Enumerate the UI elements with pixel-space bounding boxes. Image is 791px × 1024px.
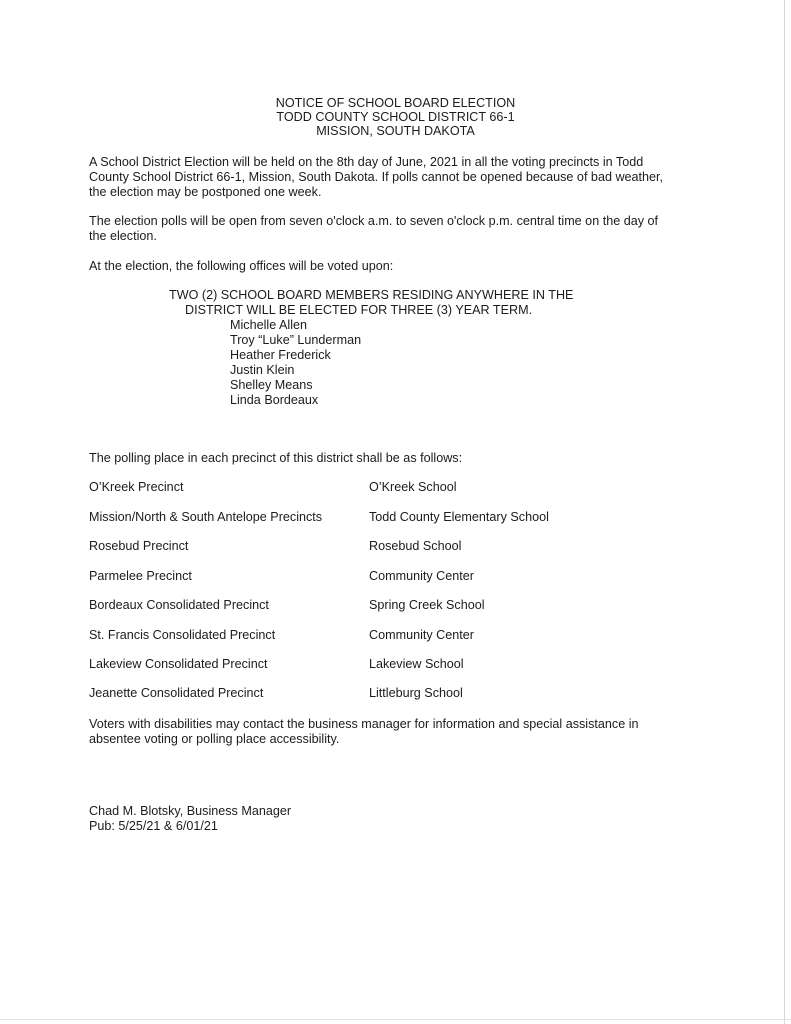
polling-intro-text: The polling place in each precinct of this district shall be as follows: [89,451,463,465]
title-line-3: MISSION, SOUTH DAKOTA [316,124,475,138]
polling-place: Rosebud School [369,539,462,553]
candidate-list [230,318,361,408]
candidate-name: Justin Klein [230,363,295,377]
polling-place: Lakeview School [369,657,464,671]
signer-name: Chad M. Blotsky, Business Manager [89,804,292,818]
intro-line-1: A School District Election will be held on the 8th day of June, 2021 in all the voting precincts in Todd [89,155,644,169]
disabilities-paragraph [89,717,699,747]
precinct-row [89,538,689,554]
precinct-name: Parmelee Precinct [89,569,192,583]
intro-paragraph [89,155,699,200]
intro-line-2: County School District 66-1, Mission, South Dakota. If polls cannot be opened because of bad weather, [89,170,664,184]
polling-place: Community Center [369,628,474,642]
intro-line-3: the election may be postponed one week. [89,185,322,199]
polling-intro [89,451,699,466]
polling-place: Spring Creek School [369,598,485,612]
offices-block [169,288,573,318]
precinct-name: Jeanette Consolidated Precinct [89,686,264,700]
candidate-name: Linda Bordeaux [230,393,319,407]
notice-title [0,96,791,138]
title-line-2: TODD COUNTY SCHOOL DISTRICT 66-1 [276,110,515,124]
candidate-name: Troy “Luke” Lunderman [230,333,362,347]
candidate-name: Michelle Allen [230,318,308,332]
candidate-name: Heather Frederick [230,348,331,362]
hours-line-2: the election. [89,229,157,243]
precinct-name: Bordeaux Consolidated Precinct [89,598,269,612]
precinct-name: St. Francis Consolidated Precinct [89,628,276,642]
precinct-row [89,479,689,495]
signature-block [89,804,291,834]
title-line-1: NOTICE OF SCHOOL BOARD ELECTION [275,96,516,110]
precinct-name: Rosebud Precinct [89,539,189,553]
polling-place: Community Center [369,569,474,583]
disabilities-line-1: Voters with disabilities may contact the business manager for information and special assistance in [89,717,639,731]
precinct-row [89,685,689,701]
polling-place: O’Kreek School [369,480,457,494]
precinct-name: O’Kreek Precinct [89,480,184,494]
precinct-name: Mission/North & South Antelope Precincts [89,510,323,524]
offices-line-1: TWO (2) SCHOOL BOARD MEMBERS RESIDING ANYWHERE IN THE [169,288,574,302]
offices-line-2: DISTRICT WILL BE ELECTED FOR THREE (3) YEAR TERM. [185,303,533,317]
scan-edge-right [784,0,785,1024]
precinct-row [89,627,689,643]
offices-intro [89,259,699,274]
polling-place: Littleburg School [369,686,463,700]
precinct-row [89,568,689,584]
candidate-name: Shelley Means [230,378,313,392]
polling-place: Todd County Elementary School [369,510,549,524]
hours-paragraph [89,214,699,244]
scan-edge-bottom [0,1019,791,1020]
precinct-row [89,597,689,613]
precinct-row [89,656,689,672]
precinct-row [89,509,689,525]
precinct-name: Lakeview Consolidated Precinct [89,657,268,671]
hours-line-1: The election polls will be open from seven o'clock a.m. to seven o'clock p.m. central time on the day of [89,214,659,228]
disabilities-line-2: absentee voting or polling place accessibility. [89,732,340,746]
publication-dates: Pub: 5/25/21 & 6/01/21 [89,819,218,833]
offices-intro-text: At the election, the following offices will be voted upon: [89,259,394,273]
